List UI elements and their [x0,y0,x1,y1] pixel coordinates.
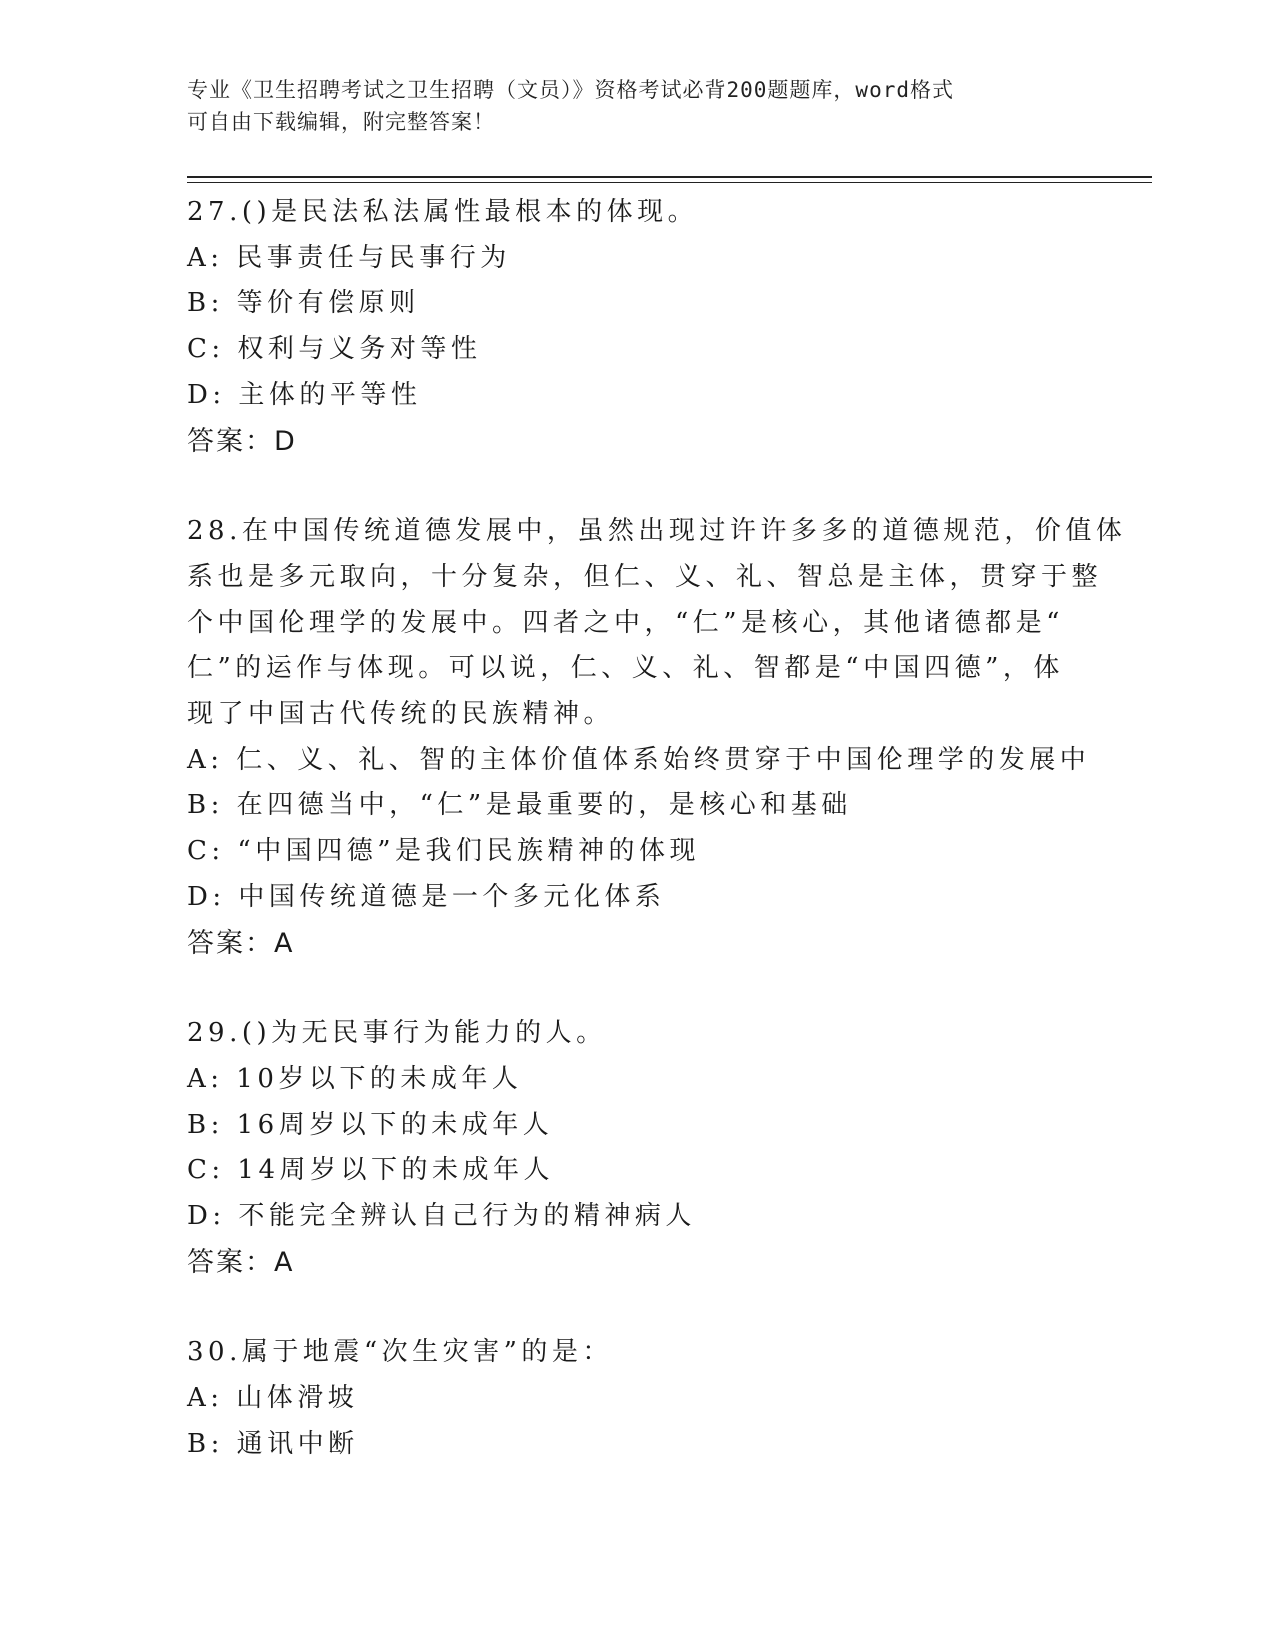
answer-label: 答案：A [187,1246,295,1278]
option-d: D: 主体的平等性 [187,379,422,410]
option-b: B: 在四德当中，“仁”是最重要的，是核心和基础 [187,790,852,821]
option-b: B: 等价有偿原则 [187,288,420,319]
question-text: 27.()是民法私法属性最根本的体现。 [187,197,699,227]
header-title-line-1: 专业《卫生招聘考试之卫生招聘（文员）》资格考试必背200题题库，word格式 [187,78,954,102]
question-27 [187,190,1087,464]
header-divider-thin [187,182,1152,183]
question-28 [187,509,1127,966]
question-30 [187,1330,1087,1467]
question-text: 30.属于地震“次生灾害”的是： [187,1337,613,1368]
question-text-line-1: 28.在中国传统道德发展中，虽然出现过许许多多的道德规范，价值体 [187,516,1127,547]
header-title-line-2: 可自由下载编辑，附完整答案！ [187,110,495,134]
option-b: B: 通讯中断 [187,1428,359,1459]
answer-label: 答案：D [187,425,297,457]
option-a: A: 10岁以下的未成年人 [187,1063,523,1094]
question-text-line-5: 现了中国古代传统的民族精神。 [187,699,615,730]
option-c: C: 14周岁以下的未成年人 [187,1155,555,1186]
question-29 [187,1011,1087,1285]
answer-label: 答案：A [187,927,295,959]
header-divider-thick [187,176,1152,178]
option-a: A: 民事责任与民事行为 [187,242,511,273]
question-text-line-4: 仁”的运作与体现。可以说，仁、义、礼、智都是“中国四德”，体 [187,653,1064,684]
document-header [187,74,1087,138]
option-a: A: 仁、义、礼、智的主体价值体系始终贯穿于中国伦理学的发展中 [187,744,1091,775]
question-text-line-2: 系也是多元取向，十分复杂，但仁、义、礼、智总是主体，贯穿于整 [187,561,1103,592]
option-c: C: “中国四德”是我们民族精神的体现 [187,836,701,867]
option-c: C: 权利与义务对等性 [187,334,482,365]
question-list [187,190,1127,1513]
question-text-line-3: 个中国伦理学的发展中。四者之中，“仁”是核心，其他诸德都是“ [187,607,1064,638]
option-b: B: 16周岁以下的未成年人 [187,1109,554,1140]
option-d: D: 不能完全辨认自己行为的精神病人 [187,1201,696,1232]
option-a: A: 山体滑坡 [187,1383,359,1414]
option-d: D: 中国传统道德是一个多元化体系 [187,881,666,912]
question-text: 29.()为无民事行为能力的人。 [187,1018,607,1049]
